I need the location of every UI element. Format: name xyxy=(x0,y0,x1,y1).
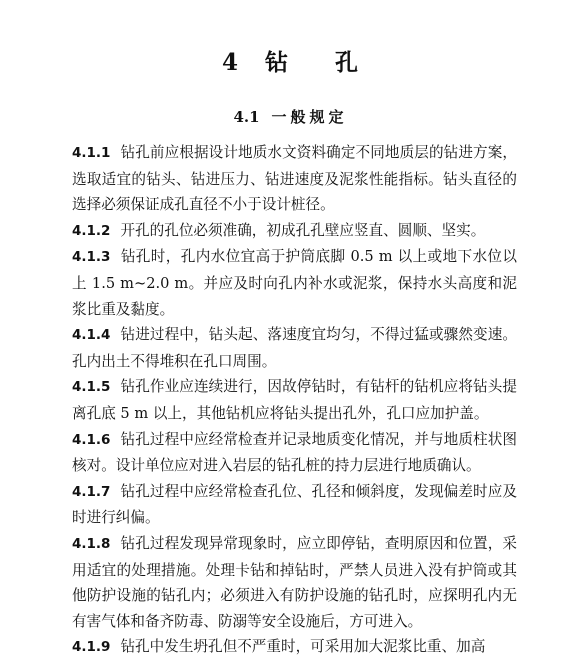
clause-text: 开孔的孔位必须准确，初成孔孔壁应竖直、圆顺、坚实。 xyxy=(120,221,486,239)
clause-4-1-8 xyxy=(72,531,517,634)
clause-text: 钻孔时，孔内水位宜高于护筒底脚 0.5 m 以上或地下水位以上 1.5 m~2.0 m。并应及时向孔内补水或泥浆，保持水头高度和泥浆比重及黏度。 xyxy=(72,248,517,318)
clause-number: 4.1.1 xyxy=(72,145,111,161)
clause-number: 4.1.7 xyxy=(72,483,111,500)
clause-number: 4.1.8 xyxy=(72,535,111,552)
clause-4-1-2 xyxy=(72,218,517,245)
chapter-title-char-2: 孔 xyxy=(335,49,359,76)
clause-4-1-5 xyxy=(72,374,517,426)
clause-text: 钻进过程中，钻头起、落速度宜均匀，不得过猛或骤然变速。孔内出土不得堆积在孔口周围。 xyxy=(72,326,517,370)
section-number: 4.1 xyxy=(233,108,260,126)
section-title xyxy=(0,106,581,127)
clause-list xyxy=(72,140,517,661)
clause-number: 4.1.2 xyxy=(72,222,111,239)
section-heading: 一般规定 xyxy=(271,108,348,126)
clause-text: 钻孔中发生坍孔但不严重时，可采用加大泥浆比重、加高 xyxy=(120,638,486,656)
clause-4-1-7 xyxy=(72,479,517,531)
clause-number: 4.1.3 xyxy=(72,249,111,266)
clause-number: 4.1.5 xyxy=(72,379,111,396)
clause-text: 钻孔过程中应经常检查并记录地质变化情况，并与地质柱状图核对。设计单位应对进入岩层的钻孔桩的持力层进行地质确认。 xyxy=(72,430,517,475)
clause-4-1-4 xyxy=(72,322,517,374)
chapter-number: 4 xyxy=(221,49,239,76)
clause-number: 4.1.4 xyxy=(72,327,111,344)
clause-text: 钻孔过程中应经常检查孔位、孔径和倾斜度，发现偏差时应及时进行纠偏。 xyxy=(72,482,517,527)
clause-text: 钻孔作业应连续进行，因故停钻时，有钻杆的钻机应将钻头提离孔底 5 m 以上，其他钻机应将钻头提出孔外，孔口应加护盖。 xyxy=(72,378,517,422)
clause-text: 钻孔前应根据设计地质水文资料确定不同地质层的钻进方案，选取适宜的钻头、钻进压力、钻进速度及泥浆性能指标。钻头直径的选择必须保证成孔直径不小于设计桩径。 xyxy=(72,144,517,214)
clause-4-1-9 xyxy=(72,634,517,661)
clause-number: 4.1.6 xyxy=(72,431,111,448)
clause-4-1-6 xyxy=(72,427,517,479)
clause-4-1-1 xyxy=(72,140,517,218)
chapter-title-char-1: 钻 xyxy=(265,49,289,76)
clause-4-1-3 xyxy=(72,244,517,322)
clause-number: 4.1.9 xyxy=(72,639,111,656)
clause-text: 钻孔过程发现异常现象时，应立即停钻，查明原因和位置，采用适宜的处理措施。处理卡钻和掉钻时，严禁人员进入没有护筒或其他防护设施的钻孔内；必须进入有防护设施的钻孔时，应探明孔内无有害气体和备齐防毒、防溺等安全设施后，方可进入。 xyxy=(72,534,517,630)
chapter-title xyxy=(0,44,581,77)
